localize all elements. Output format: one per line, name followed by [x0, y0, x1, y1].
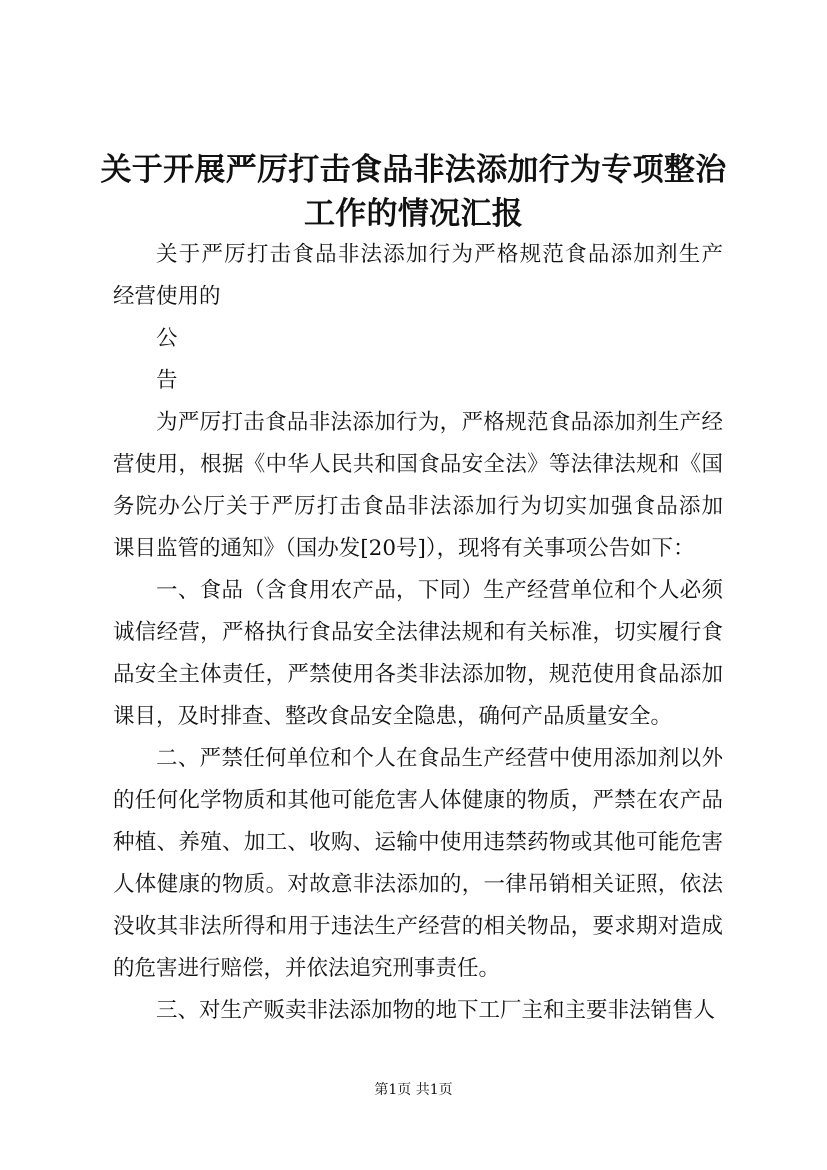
paragraph	[113, 402, 723, 570]
text-line: 人体健康的物质。对故意非法添加的，一律吊销相关证照，依法	[113, 872, 723, 897]
paragraph	[113, 360, 723, 402]
text-line: 关于严厉打击食品非法添加行为严格规范食品添加剂生产	[156, 242, 723, 267]
text-line: 三、对生产贩卖非法添加物的地下工厂主和主要非法销售人	[156, 998, 716, 1023]
paragraph	[113, 234, 723, 318]
paragraph	[113, 570, 723, 738]
text-line: 一、食品（含食用农产品，下同）生产经营单位和个人必须	[156, 578, 723, 603]
text-line: 种植、养殖、加工、收购、运输中使用违禁药物或其他可能危害	[113, 830, 723, 855]
text-line: 的任何化学物质和其他可能危害人体健康的物质，严禁在农产品	[113, 788, 723, 813]
document-title	[80, 148, 747, 236]
paragraph	[113, 318, 723, 360]
text-line: 课目监管的通知》（国办发[20号]），现将有关事项公告如下：	[113, 536, 695, 561]
title-line: 关于开展严厉打击食品非法添加行为专项整治	[100, 152, 727, 188]
text-line: 营使用，根据《中华人民共和国食品安全法》等法律法规和《国	[113, 452, 723, 477]
text-line: 课目，及时排查、整改食品安全隐患，确何产品质量安全。	[113, 704, 673, 729]
title-line: 工作的情况汇报	[303, 196, 524, 232]
text-line: 诚信经营，严格执行食品安全法律法规和有关标准，切实履行食	[113, 620, 723, 645]
text-line: 二、严禁任何单位和个人在食品生产经营中使用添加剂以外	[156, 746, 723, 771]
text-line: 为严厉打击食品非法添加行为，严格规范食品添加剂生产经	[156, 410, 723, 435]
paragraph	[113, 738, 723, 990]
text-line: 经营使用的	[113, 284, 221, 309]
text-line: 公	[156, 326, 178, 351]
text-line: 的危害进行赔偿，并依法追究刑事责任。	[113, 956, 501, 981]
document-body	[113, 234, 723, 1032]
text-line: 品安全主体责任，严禁使用各类非法添加物，规范使用食品添加	[113, 662, 723, 687]
text-line: 务院办公厅关于严厉打击食品非法添加行为切实加强食品添加	[113, 494, 723, 519]
paragraph	[113, 990, 723, 1032]
text-line: 没收其非法所得和用于违法生产经营的相关物品，要求期对造成	[113, 914, 723, 939]
page-footer: 第1页 共1页	[374, 1082, 453, 1098]
text-line: 告	[156, 368, 178, 393]
